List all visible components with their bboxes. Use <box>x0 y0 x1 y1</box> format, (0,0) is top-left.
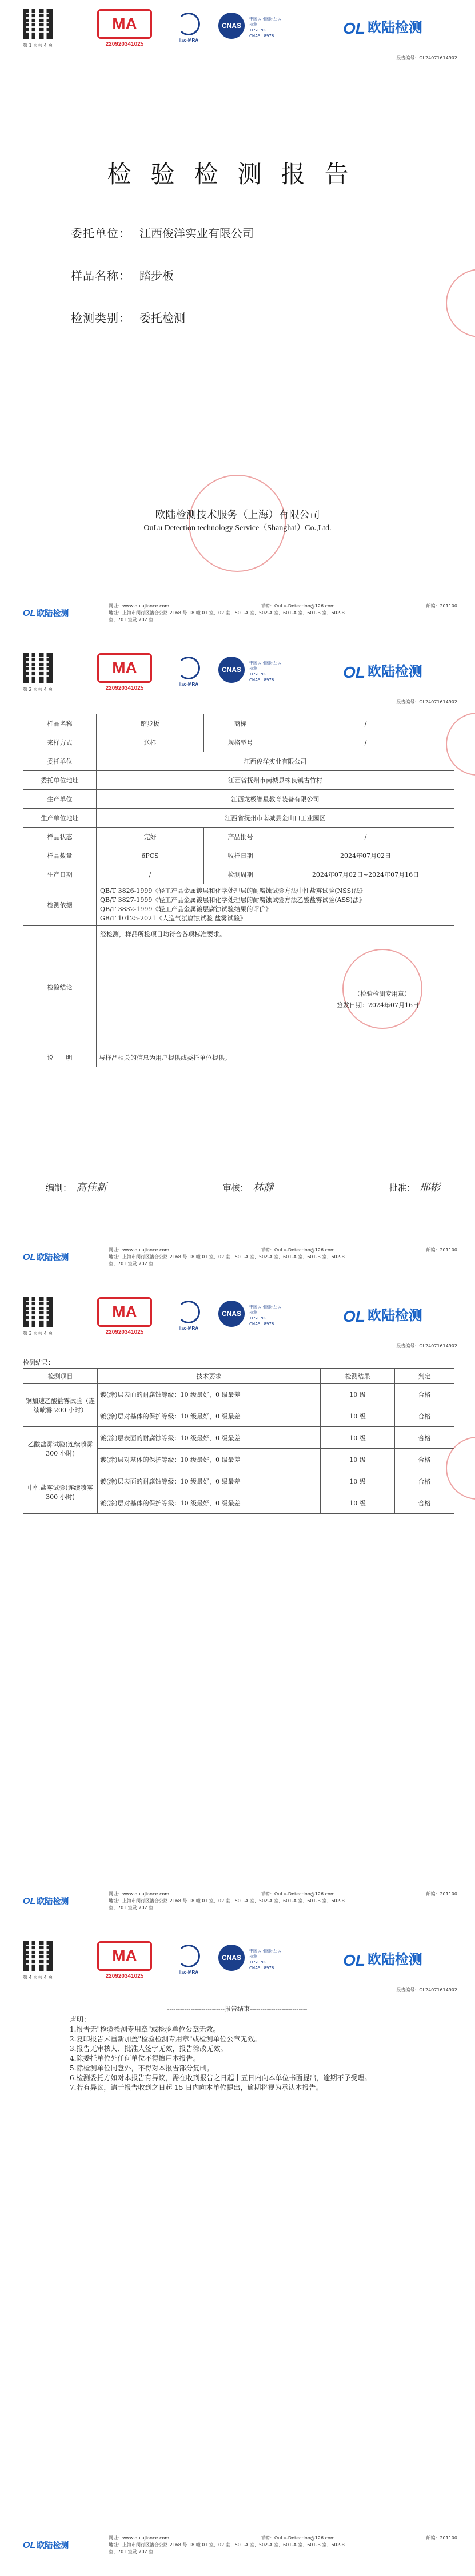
footer-logo-mark: OL <box>23 2541 36 2550</box>
ilac-text: ilac-MRA <box>178 38 199 43</box>
side-seal-stamp <box>446 269 475 337</box>
footer-contact <box>109 603 457 623</box>
ma-number: 220920341025 <box>105 1329 144 1335</box>
table-row <box>23 828 454 846</box>
declaration-line: 声明： <box>70 2016 91 2024</box>
maker-address-key: 生产单位地址 <box>23 809 97 828</box>
footer-address2: 室、701 室及 702 室 <box>109 1905 154 1910</box>
result: 10 级 <box>321 1492 395 1514</box>
footer-website: 网址：www.oulujiance.com <box>109 2535 170 2541</box>
table-row <box>23 790 454 809</box>
result: 10 级 <box>321 1405 395 1427</box>
spec-key: 规格型号 <box>204 733 277 752</box>
result: 10 级 <box>321 1470 395 1492</box>
ilac-logo <box>173 13 205 45</box>
state-value: 完好 <box>97 828 204 846</box>
cma-logo <box>97 653 152 692</box>
declaration-line: 2.复印报告未重新加盖"检验检测专用章"或检测单位公章无效。 <box>70 2035 261 2043</box>
maker-value: 江西龙极智星教育装备有限公司 <box>97 790 454 809</box>
trademark-value: / <box>277 714 454 733</box>
test-item: 铜加速乙酸盐雾试验（连续喷雾 200 小时） <box>23 1384 98 1427</box>
declaration-line: 3.报告无审核人、批准人签字无效，报告涂改无效。 <box>70 2045 227 2053</box>
cover-title: 检验检测报告 <box>107 160 368 188</box>
editor-label: 编制： <box>46 1183 72 1193</box>
footer-zip: 邮编：201100 <box>426 1891 457 1897</box>
stamp-text: （检验检测专用章） <box>354 990 410 997</box>
results-table <box>23 1368 454 1514</box>
declaration-line: 4.除委托单位外任何单位不得擅用本报告。 <box>70 2054 200 2062</box>
footer-logo-text: 欧陆检测 <box>37 609 69 618</box>
footer-logo-text: 欧陆检测 <box>37 1253 69 1262</box>
standard-value <box>97 884 454 926</box>
cnas-caption <box>249 16 281 39</box>
header-requirement: 技术要求 <box>98 1369 321 1384</box>
report-number: 报告编号：OL24071614902 <box>396 55 457 61</box>
type-value: 委托检测 <box>139 311 185 325</box>
table-row <box>23 809 454 828</box>
table-row <box>23 733 454 752</box>
table-row <box>23 1470 454 1492</box>
page-number: 第 1 页共 4 页 <box>23 43 53 48</box>
page-footer <box>23 603 457 634</box>
quantity-key: 样品数量 <box>23 846 97 865</box>
footer-address: 地址：上海市闵行区漕合公路 2168 号 18 幢 01 室、02 室、501-A 室、502-A 室、601-A 室、601-B 室、602-B <box>109 1254 345 1259</box>
cnas-mark: CNAS <box>218 13 245 39</box>
footer-address2: 室、701 室及 702 室 <box>109 617 154 622</box>
footer-website: 网址：www.oulujiance.com <box>109 1891 170 1897</box>
footer-logo-text: 欧陆检测 <box>37 1897 69 1906</box>
cma-logo <box>97 1297 152 1336</box>
report-number: 报告编号：OL24071614902 <box>396 1987 457 1993</box>
table-row <box>23 771 454 790</box>
brand-name: 欧陆检测 <box>367 1307 422 1323</box>
footer-zip: 邮编：201100 <box>426 2535 457 2541</box>
footer-logo-mark: OL <box>23 1897 36 1906</box>
table-row <box>23 1048 454 1067</box>
approver-sig: 邢彬 <box>419 1182 440 1193</box>
ilac-logo <box>173 657 205 689</box>
page-header <box>23 1941 457 1996</box>
page-header <box>23 653 457 708</box>
declaration-line: 6.检测委托方如对本报告有异议，需在收到报告之日起十五日内向本单位书面提出，逾期不予受理。 <box>70 2074 372 2082</box>
page-number: 第 4 页共 4 页 <box>23 1975 53 1980</box>
judgement: 合格 <box>395 1427 454 1449</box>
cnas-en1: TESTING <box>249 28 267 33</box>
requirement: 镀(涂)层表面的耐腐蚀等级：10 级最好，0 级最差 <box>98 1427 321 1449</box>
cnas-cn: 中国认可国际互认检测 <box>249 1949 281 1959</box>
signature-row <box>46 1179 440 1194</box>
page-footer <box>23 1891 457 1922</box>
brand-name: 欧陆检测 <box>367 19 422 35</box>
standard-line: QB/T 3827-1999《轻工产品金属镀层和化学处理层的耐腐蚀试验方法乙酸盐雾试验(ASS)法》 <box>100 896 365 904</box>
footer-address2: 室、701 室及 702 室 <box>109 2549 154 2554</box>
requirement: 镀(涂)层对基体的保护等级：10 级最好，0 级最差 <box>98 1449 321 1470</box>
cnas-en1: TESTING <box>249 672 267 677</box>
cma-logo <box>97 9 152 48</box>
cnas-cn: 中国认可国际互认检测 <box>249 1305 281 1315</box>
results-title: 检测结果： <box>23 1359 54 1366</box>
footer-website: 网址：www.oulujiance.com <box>109 603 170 609</box>
qr-code-icon <box>23 9 53 39</box>
client-value: 江西俊洋实业有限公司 <box>139 226 254 240</box>
judgement: 合格 <box>395 1492 454 1514</box>
declaration <box>70 2015 413 2093</box>
page-header <box>23 9 457 64</box>
maker-key: 生产单位 <box>23 790 97 809</box>
qr-code-icon <box>23 1941 53 1971</box>
brand-mark: OL <box>343 663 365 681</box>
result: 10 级 <box>321 1449 395 1470</box>
ilac-text: ilac-MRA <box>178 1970 199 1975</box>
footer-address2: 室、701 室及 702 室 <box>109 1261 154 1266</box>
report-page-cover <box>0 0 475 644</box>
qr-code-icon <box>23 1297 53 1327</box>
client-key: 委托单位 <box>23 752 97 771</box>
ma-mark: MA <box>97 1297 152 1327</box>
org-name-en: OuLu Detection technology Service（Shanghai）Co.,Ltd. <box>143 524 332 532</box>
cnas-mark: CNAS <box>218 1301 245 1327</box>
footer-zip: 邮编：201100 <box>426 603 457 609</box>
client-address-key: 委托单位地址 <box>23 771 97 790</box>
cnas-mark: CNAS <box>218 1945 245 1971</box>
result: 10 级 <box>321 1384 395 1405</box>
footer-address: 地址：上海市闵行区漕合公路 2168 号 18 幢 01 室、02 室、501-A 室、502-A 室、601-A 室、601-B 室、602-B <box>109 610 345 615</box>
ilac-logo <box>173 1945 205 1977</box>
footer-logo-mark: OL <box>23 1253 36 1262</box>
cnas-en1: TESTING <box>249 1960 267 1965</box>
footer-logo <box>23 1251 69 1263</box>
ilac-text: ilac-MRA <box>178 1326 199 1331</box>
report-page-end <box>0 1932 475 2576</box>
test-item: 乙酸盐雾试验(连续喷雾 300 小时) <box>23 1427 98 1470</box>
note-key: 说 明 <box>23 1048 97 1067</box>
report-number: 报告编号：OL24071614902 <box>396 699 457 705</box>
brand-logo <box>343 1948 457 1971</box>
requirement: 镀(涂)层对基体的保护等级：10 级最好，0 级最差 <box>98 1492 321 1514</box>
table-row <box>23 884 454 926</box>
cnas-caption <box>249 660 281 683</box>
footer-contact <box>109 1247 457 1267</box>
footer-zip: 邮编：201100 <box>426 1247 457 1253</box>
ilac-ring-icon <box>177 1945 200 1967</box>
ilac-ring-icon <box>177 1301 200 1323</box>
receive-date-key: 收样日期 <box>204 846 277 865</box>
sample-name-value: 踏步板 <box>97 714 204 733</box>
client-label: 委托单位： <box>71 226 131 240</box>
production-date-value: / <box>97 865 204 884</box>
page-number: 第 2 页共 4 页 <box>23 687 53 692</box>
brand-name: 欧陆检测 <box>367 1951 422 1967</box>
sample-value: 踏步板 <box>139 269 174 283</box>
declaration-line: 5.除检测单位同意外，不得对本报告部分复制。 <box>70 2064 214 2072</box>
cnas-mark: CNAS <box>218 657 245 683</box>
brand-mark: OL <box>343 1307 365 1325</box>
sample-label: 样品名称： <box>71 269 131 283</box>
cnas-en2: CNAS L8978 <box>249 1966 274 1970</box>
footer-logo <box>23 2539 69 2551</box>
standard-line: QB/T 3826-1999《轻工产品金属镀层和化学处理层的耐腐蚀试验方法中性盐雾试验(NSS)法》 <box>100 887 366 895</box>
page-header <box>23 1297 457 1352</box>
table-row <box>23 1384 454 1405</box>
ilac-logo <box>173 1301 205 1333</box>
table-header-row <box>23 1369 454 1384</box>
footer-email: 邮箱：Oul.u-Detection@126.com <box>260 603 335 609</box>
footer-email: 邮箱：Oul.u-Detection@126.com <box>260 2535 335 2541</box>
footer-email: 邮箱：Oul.u-Detection@126.com <box>260 1247 335 1253</box>
header-result: 检测结果 <box>321 1369 395 1384</box>
receive-date-value: 2024年07月02日 <box>277 846 454 865</box>
reviewer-signature <box>222 1179 273 1194</box>
ma-number: 220920341025 <box>105 1973 144 1979</box>
ma-mark: MA <box>97 653 152 683</box>
conclusion-value: 经检测，样品所检项目均符合各项标准要求。 <box>100 931 226 938</box>
ilac-text: ilac-MRA <box>178 682 199 687</box>
report-page-results <box>0 1288 475 1932</box>
reviewer-sig: 林静 <box>253 1182 274 1193</box>
cnas-logo <box>218 13 281 45</box>
header-judgement: 判定 <box>395 1369 454 1384</box>
cma-logo <box>97 1941 152 1980</box>
cnas-en2: CNAS L8978 <box>249 34 274 38</box>
sampling-key: 来样方式 <box>23 733 97 752</box>
quantity-value: 6PCS <box>97 846 204 865</box>
requirement: 镀(涂)层表面的耐腐蚀等级：10 级最好，0 级最差 <box>98 1384 321 1405</box>
cnas-en1: TESTING <box>249 1316 267 1321</box>
judgement: 合格 <box>395 1405 454 1427</box>
requirement: 镀(涂)层对基体的保护等级：10 级最好，0 级最差 <box>98 1405 321 1427</box>
batch-value: / <box>277 828 454 846</box>
state-key: 样品状态 <box>23 828 97 846</box>
ma-mark: MA <box>97 9 152 39</box>
qr-code-icon <box>23 653 53 683</box>
judgement: 合格 <box>395 1470 454 1492</box>
footer-address: 地址：上海市闵行区漕合公路 2168 号 18 幢 01 室、02 室、501-A 室、502-A 室、601-A 室、601-B 室、602-B <box>109 2542 345 2547</box>
brand-mark: OL <box>343 19 365 37</box>
footer-address: 地址：上海市闵行区漕合公路 2168 号 18 幢 01 室、02 室、501-A 室、502-A 室、601-A 室、601-B 室、602-B <box>109 1898 345 1903</box>
test-item: 中性盐雾试验(连续喷雾 300 小时) <box>23 1470 98 1514</box>
cnas-cn: 中国认可国际互认检测 <box>249 661 281 671</box>
standard-line: GB/T 10125-2021《人造气氛腐蚀试验 盐雾试验》 <box>100 915 246 922</box>
cnas-logo <box>218 1301 281 1333</box>
production-date-key: 生产日期 <box>23 865 97 884</box>
footer-logo <box>23 607 69 619</box>
table-row <box>23 714 454 733</box>
footer-logo-mark: OL <box>23 609 36 618</box>
table-row <box>23 752 454 771</box>
org-name-cn: 欧陆检测技术服务（上海）有限公司 <box>155 509 320 521</box>
editor-signature <box>46 1179 107 1194</box>
sampling-value: 送样 <box>97 733 204 752</box>
approver-signature <box>389 1179 440 1194</box>
brand-logo <box>343 660 457 683</box>
brand-logo <box>343 1304 457 1327</box>
test-period-key: 检测周期 <box>204 865 277 884</box>
table-row <box>23 865 454 884</box>
page-footer <box>23 2535 457 2566</box>
conclusion-cell <box>97 926 454 1048</box>
judgement: 合格 <box>395 1384 454 1405</box>
brand-mark: OL <box>343 1951 365 1969</box>
cnas-logo <box>218 657 281 689</box>
sign-date: 签发日期：2024年07月16日 <box>337 1001 419 1009</box>
footer-contact <box>109 1891 457 1911</box>
conclusion-key: 检验结论 <box>23 926 97 1048</box>
ilac-ring-icon <box>177 13 200 35</box>
cnas-caption <box>249 1304 281 1327</box>
ilac-ring-icon <box>177 657 200 679</box>
client-value: 江西俊洋实业有限公司 <box>97 752 454 771</box>
type-label: 检测类别： <box>71 311 131 325</box>
footer-contact <box>109 2535 457 2555</box>
table-row <box>23 846 454 865</box>
table-row <box>23 926 454 1048</box>
cnas-cn: 中国认可国际互认检测 <box>249 17 281 27</box>
spec-value: / <box>277 733 454 752</box>
footer-logo <box>23 1895 69 1907</box>
standard-line: QB/T 3832-1999《轻工产品金属镀层腐蚀试验结果的评价》 <box>100 905 272 913</box>
cnas-caption <box>249 1948 281 1971</box>
test-period-value: 2024年07月02日~2024年07月16日 <box>277 865 454 884</box>
footer-email: 邮箱：Oul.u-Detection@126.com <box>260 1891 335 1897</box>
reviewer-label: 审核： <box>222 1183 249 1193</box>
report-page-info <box>0 644 475 1288</box>
report-number: 报告编号：OL24071614902 <box>396 1343 457 1349</box>
header-item: 检测项目 <box>23 1369 98 1384</box>
approver-label: 批准： <box>389 1183 415 1193</box>
batch-key: 产品批号 <box>204 828 277 846</box>
report-end-line: ---------------------------报告结束--------------------------- <box>167 2005 308 2013</box>
cover-client <box>71 224 254 241</box>
note-value: 与样品相关的信息为用户提供或委托单位提供。 <box>97 1048 454 1067</box>
footer-website: 网址：www.oulujiance.com <box>109 1247 170 1253</box>
cover-type <box>71 309 185 325</box>
cnas-en2: CNAS L8978 <box>249 678 274 682</box>
declaration-line: 1.报告无"检验检测专用章"或检验单位公章无效。 <box>70 2025 220 2033</box>
sample-info-table <box>23 714 454 1067</box>
trademark-key: 商标 <box>204 714 277 733</box>
ma-number: 220920341025 <box>105 685 144 691</box>
sample-name-key: 样品名称 <box>23 714 97 733</box>
declaration-line: 7.若有异议，请于报告收到之日起 15 日内向本单位提出，逾期将视为承认本报告。 <box>70 2084 323 2092</box>
cover-sample <box>71 267 174 283</box>
judgement: 合格 <box>395 1449 454 1470</box>
page-number: 第 3 页共 4 页 <box>23 1331 53 1336</box>
table-row <box>23 1427 454 1449</box>
requirement: 镀(涂)层表面的耐腐蚀等级：10 级最好，0 级最差 <box>98 1470 321 1492</box>
ma-mark: MA <box>97 1941 152 1971</box>
brand-logo <box>343 16 457 39</box>
editor-sig: 高佳新 <box>76 1182 107 1193</box>
brand-name: 欧陆检测 <box>367 663 422 679</box>
footer-logo-text: 欧陆检测 <box>37 2541 69 2550</box>
result: 10 级 <box>321 1427 395 1449</box>
cnas-logo <box>218 1945 281 1977</box>
standard-key: 检测依据 <box>23 884 97 926</box>
ma-number: 220920341025 <box>105 41 144 47</box>
cnas-en2: CNAS L8978 <box>249 1322 274 1326</box>
maker-address-value: 江西省抚州市南城县金山口工业园区 <box>97 809 454 828</box>
page-footer <box>23 1247 457 1278</box>
client-address-value: 江西省抚州市南城县株良镇古竹村 <box>97 771 454 790</box>
